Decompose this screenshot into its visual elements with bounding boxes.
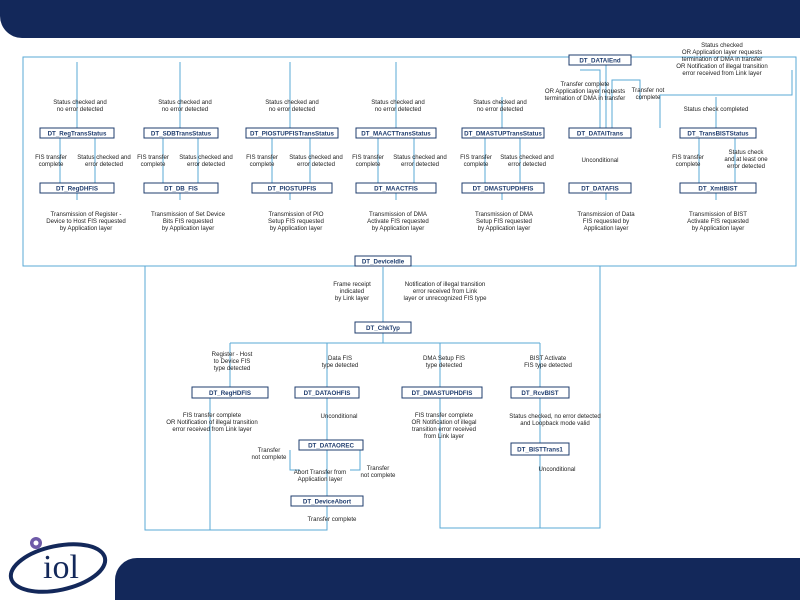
label-status-ok-5 [473, 99, 527, 113]
label-line: Setup FIS requested [268, 218, 324, 225]
label-line: no error detected [268, 106, 316, 113]
label-line: FIS transfer [35, 154, 67, 161]
label-line: BIST Activate [529, 355, 567, 362]
label-line: error received from Link layer [172, 426, 252, 433]
svg-text:DT_ChkTyp: DT_ChkTyp [366, 325, 400, 332]
label-line: Device to Host FIS requested [46, 218, 126, 225]
label-line: to Device FIS [213, 358, 251, 365]
label-line: no error detected [56, 106, 104, 113]
label-line: and Loopback mode valid [520, 420, 590, 427]
state-box-dmastupdhfis [462, 183, 544, 193]
transbist-link [660, 70, 792, 128]
label-line: type detected [425, 362, 463, 369]
label-line: FIS requested by [582, 218, 630, 225]
label-line: Transfer [366, 465, 390, 472]
state-box-transbiststatus [680, 128, 756, 138]
label-status-err-7 [724, 149, 768, 170]
label-line: FIS transfer complete [414, 412, 474, 419]
label-unconditional-bottom [539, 466, 576, 473]
label-line: complete [355, 161, 381, 168]
label-abort-transfer [294, 469, 347, 483]
label-line: by Application layer [59, 225, 113, 232]
label-line: termination of DMA in transfer [681, 56, 763, 63]
label-line: Activate FIS requested [367, 218, 429, 225]
label-line: Status checked and [53, 99, 107, 106]
state-box-deviceabort [291, 496, 363, 506]
label-line: Transfer complete [560, 81, 610, 88]
label-line: FIS transfer [137, 154, 169, 161]
svg-text:DT_DATAIEnd: DT_DATAIEnd [579, 57, 621, 65]
label-line: layer or unrecognized FIS type [403, 295, 487, 302]
svg-text:DT_PIOSTUPFIS: DT_PIOSTUPFIS [267, 185, 317, 193]
label-fis-complete-7 [672, 154, 704, 168]
label-line: Transmission of BIST [688, 211, 748, 218]
state-box-dataohfis [295, 387, 359, 398]
label-status-check-completed [684, 106, 749, 113]
label-line: type detected [321, 362, 359, 369]
label-line: Setup FIS requested [476, 218, 532, 225]
state-box-dataitrans [569, 128, 631, 138]
label-line: Status checked and [371, 99, 425, 106]
label-line: Status checked and [158, 99, 212, 106]
label-line: FIS transfer complete [182, 412, 242, 419]
label-fis-complete-5 [460, 154, 492, 168]
label-line: by Application layer [477, 225, 531, 232]
label-unconditional-mid [321, 413, 358, 420]
label-line: complete [140, 161, 166, 168]
label-dmastuphdfis-out [411, 412, 476, 440]
label-fis-complete-2 [137, 154, 169, 168]
label-fis-complete-3 [246, 154, 278, 168]
state-box-maactfis [356, 183, 436, 193]
state-box-xmitbist [680, 183, 756, 193]
svg-text:DT_DATAOREC: DT_DATAOREC [308, 442, 354, 450]
label-line: Status checked, no error detected [509, 413, 601, 420]
chk-branches [230, 333, 540, 387]
label-status-err-1 [77, 154, 131, 168]
label-line: FIS transfer [460, 154, 492, 161]
label-status-err-5 [500, 154, 554, 168]
label-line: Status checked and [179, 154, 233, 161]
label-data-fis [322, 355, 359, 369]
iol-logo [6, 530, 110, 596]
label-transfer-not-complete-2 [361, 465, 397, 479]
svg-text:DT_TransBISTStatus: DT_TransBISTStatus [687, 130, 749, 138]
label-line: by Application layer [371, 225, 425, 232]
label-line: Status check completed [683, 106, 749, 113]
label-line: OR Application layer requests [544, 88, 626, 95]
label-line: Transmission of Data [577, 211, 635, 218]
svg-text:DT_DATAOHFIS: DT_DATAOHFIS [303, 390, 351, 397]
state-box-regdhfis [40, 183, 114, 193]
label-line: Unconditional [320, 413, 358, 420]
label-line: Status checked and [473, 99, 527, 106]
svg-text:DT_BISTTrans1: DT_BISTTrans1 [517, 446, 563, 454]
label-tx-bist [687, 211, 749, 232]
label-line: Data FIS [327, 355, 353, 362]
label-line: OR Application layer requests [681, 49, 763, 56]
dataorec-loops [290, 450, 360, 470]
svg-text:DT_SDBTransStatus: DT_SDBTransStatus [150, 130, 212, 138]
label-line: Transmission of Register - [50, 211, 122, 218]
label-line: Status checked and [393, 154, 447, 161]
state-box-deviceidle [355, 256, 411, 266]
svg-text:DT_RegHDFIS: DT_RegHDFIS [209, 390, 251, 397]
state-box-db-fis [144, 183, 218, 193]
label-status-err-2 [179, 154, 233, 168]
bottom-lines [210, 398, 540, 530]
state-box-rcvbist [511, 387, 569, 398]
svg-text:DT_MAACTFIS: DT_MAACTFIS [374, 185, 418, 193]
label-line: from Link layer [424, 433, 464, 440]
label-line: Transmission of Set Device [151, 211, 225, 218]
label-line: OR Notification of illegal [411, 419, 477, 426]
label-line: by Application layer [691, 225, 745, 232]
label-line: by Link layer [334, 295, 370, 302]
label-line: and at least one [724, 156, 768, 163]
label-dma-setup [423, 355, 465, 369]
label-line: Transfer not [631, 87, 665, 94]
state-box-dataiend [569, 55, 631, 65]
label-line: not complete [360, 472, 396, 479]
label-fis-complete-4 [352, 154, 384, 168]
label-line: Unconditional [581, 157, 619, 164]
label-line: DMA Setup FIS [423, 355, 465, 362]
svg-text:DT_DB_FIS: DT_DB_FIS [164, 185, 198, 193]
svg-text:DT_DMASTUPTransStatus: DT_DMASTUPTransStatus [464, 130, 542, 138]
svg-text:DT_DMASTUPDHFIS: DT_DMASTUPDHFIS [472, 185, 534, 193]
label-reghdfis-out [166, 412, 257, 433]
svg-text:DT_DATAFIS: DT_DATAFIS [581, 185, 619, 193]
state-box-dmastuphdfis [402, 387, 482, 398]
label-line: by Application layer [269, 225, 323, 232]
label-unconditional-top [582, 157, 619, 164]
state-box-datafis [569, 183, 631, 193]
svg-text:DT_XmitBIST: DT_XmitBIST [698, 185, 738, 193]
state-box-chktyp [355, 322, 411, 333]
label-line: error detected [297, 161, 335, 168]
label-line: FIS transfer [672, 154, 704, 161]
label-line: error detected [187, 161, 225, 168]
label-line: Status checked and [265, 99, 319, 106]
label-line: Transmission of PIO [268, 211, 324, 218]
label-tx-setdevicebits [151, 211, 226, 232]
label-line: complete [38, 161, 64, 168]
label-fis-complete-1 [35, 154, 67, 168]
label-line: Transmission of DMA [474, 211, 534, 218]
label-line: Application layer [297, 476, 343, 483]
svg-text:DT_RcvBIST: DT_RcvBIST [521, 390, 559, 397]
label-line: FIS type detected [524, 362, 572, 369]
label-line: termination of DMA in transfer [544, 95, 626, 102]
svg-text:DT_DATAITrans: DT_DATAITrans [576, 130, 624, 138]
label-line: not complete [251, 454, 287, 461]
state-box-sdbtransstatus [144, 128, 218, 138]
label-line: error detected [508, 161, 546, 168]
state-box-dmastuptransstatus [462, 128, 544, 138]
label-status-ok-1 [53, 99, 107, 113]
label-line: OR Notification of illegal transition [676, 63, 768, 70]
label-line: error received from Link [412, 288, 478, 295]
label-line: Activate FIS requested [687, 218, 749, 225]
label-line: transition error received [411, 426, 477, 433]
state-box-bisttrans1 [511, 443, 569, 455]
label-line: Frame receipt [333, 281, 371, 288]
label-status-err-3 [289, 154, 343, 168]
state-box-piostupfistransstatus [246, 128, 338, 138]
label-transfer-complete-bottom [308, 516, 357, 523]
label-line: FIS transfer [246, 154, 278, 161]
label-line: complete [675, 161, 701, 168]
label-transfer-not-complete-top [632, 87, 665, 101]
label-status-err-4 [393, 154, 447, 168]
label-transfer-complete-top [545, 81, 626, 102]
label-line: Notification of illegal transition [404, 281, 486, 288]
label-line: type detected [213, 365, 251, 372]
label-tx-piosetup [268, 211, 324, 232]
label-tx-dmaactivate [367, 211, 429, 232]
label-line: error received from Link layer [682, 70, 762, 77]
label-line: Status check [728, 149, 764, 156]
label-tx-dmasetup [475, 211, 534, 232]
label-line: error detected [85, 161, 123, 168]
label-line: complete [635, 94, 661, 101]
label-line: FIS transfer [352, 154, 384, 161]
label-line: no error detected [476, 106, 524, 113]
svg-text:DT_DeviceIdle: DT_DeviceIdle [361, 258, 405, 266]
label-line: Register - Host [211, 351, 253, 358]
label-line: Status checked [701, 42, 743, 49]
label-frame-receipt [333, 281, 371, 302]
label-line: Transmission of DMA [368, 211, 428, 218]
label-illegal-notification [404, 281, 488, 302]
label-line: Application layer [583, 225, 629, 232]
label-line: by Application layer [161, 225, 215, 232]
label-rcvbist-out [509, 413, 600, 427]
label-tx-data [577, 211, 635, 232]
label-line: Transfer [257, 447, 281, 454]
state-box-reghdfis [192, 387, 268, 398]
label-line: Bits FIS requested [162, 218, 214, 225]
label-status-ok-2 [158, 99, 212, 113]
label-line: Abort Transfer from [293, 469, 347, 476]
label-line: no error detected [161, 106, 209, 113]
label-line: Status checked and [289, 154, 343, 161]
label-tx-register [46, 211, 126, 232]
label-line: no error detected [374, 106, 422, 113]
svg-text:DT_PIOSTUPFISTransStatus: DT_PIOSTUPFISTransStatus [250, 130, 334, 138]
state-box-dataorec [299, 440, 363, 450]
state-box-regtransstatus [40, 128, 114, 138]
label-line: error detected [727, 163, 765, 170]
logo-text: iol [43, 549, 79, 586]
svg-text:DT_MAACTTransStatus: DT_MAACTTransStatus [361, 130, 431, 138]
label-status-ok-4 [371, 99, 425, 113]
label-line: error detected [401, 161, 439, 168]
label-transfer-not-complete-1 [252, 447, 288, 461]
svg-text:DT_RegDHFIS: DT_RegDHFIS [56, 185, 98, 193]
label-line: complete [249, 161, 275, 168]
label-register-h2d [212, 351, 253, 372]
label-bist-activate [524, 355, 572, 369]
state-box-piostupfis [252, 183, 332, 193]
label-dataiend-condition [676, 42, 767, 77]
svg-text:DT_DeviceAbort: DT_DeviceAbort [302, 498, 352, 506]
state-box-maacttransstatus [356, 128, 436, 138]
label-line: indicated [339, 288, 365, 295]
label-line: complete [463, 161, 489, 168]
label-line: Status checked and [500, 154, 554, 161]
label-line: Status checked and [77, 154, 131, 161]
label-line: Unconditional [538, 466, 576, 473]
svg-text:DT_DMASTUPHDFIS: DT_DMASTUPHDFIS [411, 390, 473, 397]
label-line: OR Notification of illegal transition [166, 419, 258, 426]
label-line: Transfer complete [307, 516, 357, 523]
svg-text:DT_RegTransStatus: DT_RegTransStatus [47, 130, 107, 138]
label-status-ok-3 [265, 99, 319, 113]
